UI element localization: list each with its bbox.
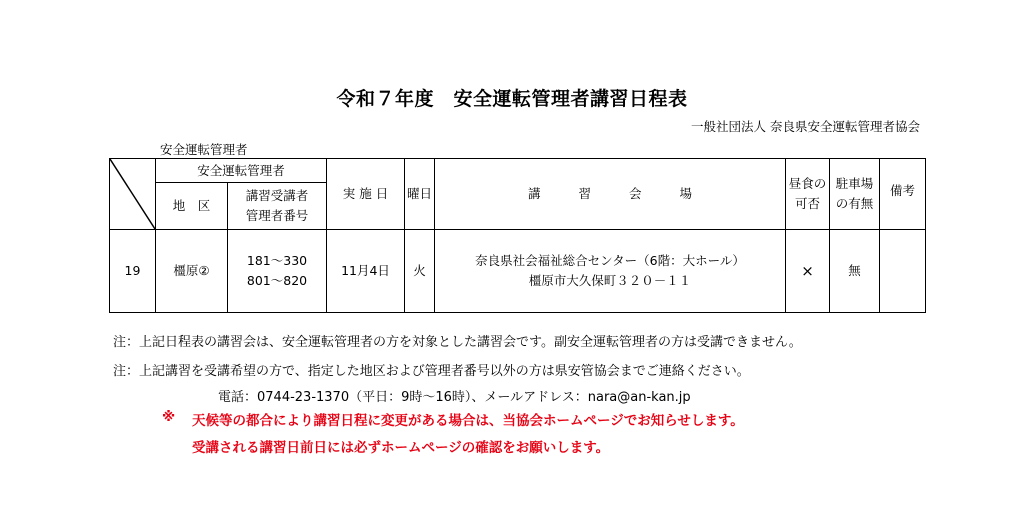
row-date: 11月4日: [327, 230, 405, 313]
venue-header-char: 習: [578, 186, 592, 201]
weekday-header: 曜日: [405, 159, 435, 230]
row-venue-line2: 橿原市大久保町３２０－１１: [528, 273, 692, 288]
parking-header-line2: の有無: [835, 196, 874, 211]
row-venue-line1: 奈良県社会福祉総合センター（6階：大ホール）: [475, 253, 745, 268]
warning-line-1: 天候等の都合により講習日程に変更がある場合は、当協会ホームページでお知らせします。: [192, 413, 744, 429]
district-header: 地 区: [156, 183, 228, 230]
contact-info: 電話：0744-23-1370（平日：9時～16時）、メールアドレス：nara@an-kan.jp: [218, 390, 691, 405]
table-caption: 安全運転管理者: [160, 142, 248, 157]
lunch-header-line2: 可否: [795, 196, 821, 211]
header-row: [110, 159, 926, 183]
corner-cell: [110, 159, 156, 230]
row-weekday: 火: [405, 230, 435, 313]
warning-line-2: 受講される講習日前日には必ずホームページの確認をお願いします。: [192, 440, 610, 456]
row-number-range: [228, 230, 327, 313]
row-range-1: 181～330: [246, 253, 308, 268]
warning-mark: ※: [162, 409, 176, 425]
group-header-cell: 安全運転管理者: [156, 159, 327, 183]
lunch-header-line1: 昼食の: [788, 176, 827, 191]
parking-header: [830, 159, 880, 230]
date-header: 実 施 日: [327, 159, 405, 230]
number-header-line2: 管理者番号: [245, 208, 309, 223]
table-row: [110, 230, 926, 313]
diagonal-line-icon: [110, 159, 155, 229]
note-1: 注：上記日程表の講習会は、安全運転管理者の方を対象とした講習会です。副安全運転管理者の方は受講できません。: [113, 335, 802, 350]
notes-header: 備考: [880, 159, 926, 230]
number-header: [228, 183, 327, 230]
number-header-line1: 講習受講者: [245, 188, 309, 203]
row-notes: [880, 230, 926, 313]
row-parking: 無: [830, 230, 880, 313]
schedule-table: [109, 158, 926, 313]
lunch-header: [786, 159, 830, 230]
page-title: 令和７年度 安全運転管理者講習日程表: [336, 88, 688, 110]
venue-header-char: 場: [679, 186, 693, 201]
row-number: 19: [110, 230, 156, 313]
row-lunch: ×: [786, 230, 830, 313]
row-district: 橿原②: [156, 230, 228, 313]
venue-header-char: 講: [527, 186, 541, 201]
venue-header: [435, 159, 786, 230]
row-venue: [435, 230, 786, 313]
row-range-2: 801～820: [246, 273, 308, 288]
organization-name: 一般社団法人 奈良県安全運転管理者協会: [691, 119, 920, 134]
note-2: 注：上記講習を受講希望の方で、指定した地区および管理者番号以外の方は県安管協会までご連絡ください。: [113, 364, 750, 379]
venue-header-char: 会: [629, 186, 642, 201]
parking-header-line1: 駐車場: [835, 176, 874, 191]
